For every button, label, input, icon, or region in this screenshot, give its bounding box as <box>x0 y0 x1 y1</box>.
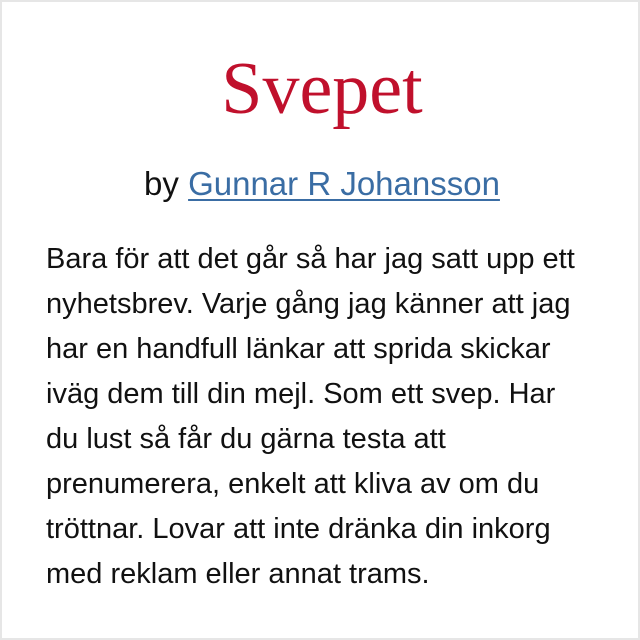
description-line: med reklam eller annat trams. <box>46 558 430 590</box>
author-link[interactable]: Gunnar R Johansson <box>188 165 500 202</box>
description-line: prenumerera, enkelt att kliva av om du <box>46 468 540 500</box>
description-line: nyhetsbrev. Varje gång jag känner att jag <box>46 288 571 320</box>
description-line: Bara för att det går så har jag satt upp ett <box>46 243 575 275</box>
byline-prefix: by <box>144 165 179 202</box>
description-line: du lust så får du gärna testa att <box>46 423 446 455</box>
byline <box>2 162 640 206</box>
newsletter-description <box>46 237 606 597</box>
description-line: tröttnar. Lovar att inte dränka din inkorg <box>46 513 551 545</box>
description-line: har en handfull länkar att sprida skickar <box>46 333 551 365</box>
description-line: iväg dem till din mejl. Som ett svep. Har <box>46 378 556 410</box>
newsletter-title: Svepet <box>221 48 423 130</box>
